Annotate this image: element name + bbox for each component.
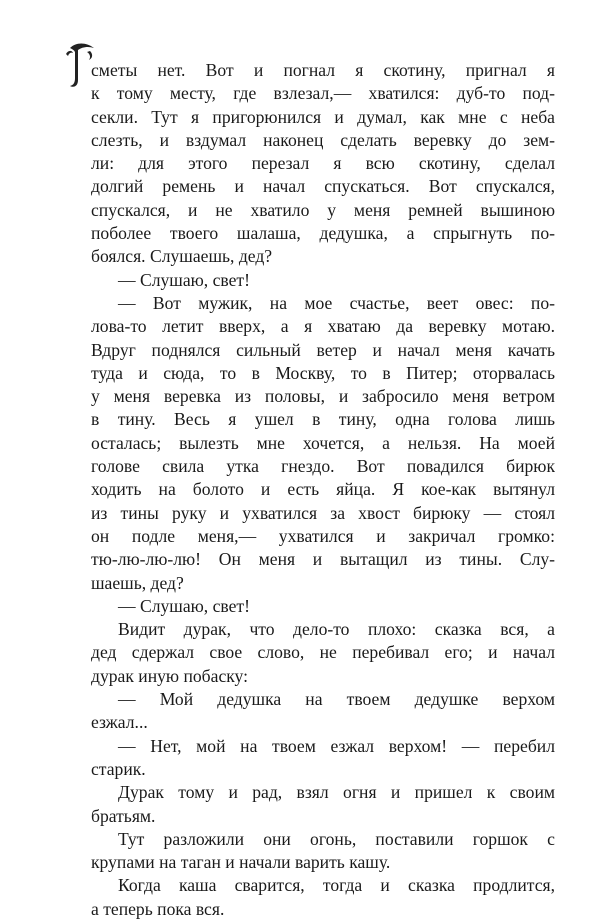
- text-line: поболее твоего шалаша, дедушка, а спрыгнуть по-: [91, 223, 555, 244]
- text-line: — Слушаю, свет!: [118, 595, 250, 616]
- text-line: он подле меня,— ухватился и закричал громко:: [91, 525, 555, 546]
- text-line: осталась; вылезть мне хочется, а нельзя. На моей: [91, 432, 555, 453]
- text-line: Видит дурак, что дело-то плохо: сказка вся, а: [118, 619, 555, 640]
- text-line: к тому месту, где взлезал,— хватился: дуб-то под-: [91, 83, 555, 104]
- text-line: из тины руку и ухватился за хвост бирюку — стоял: [91, 502, 555, 523]
- text-line: братьям.: [91, 805, 156, 826]
- text-line: ходить на болото и есть яйца. Я кое-как вытянул: [91, 479, 555, 500]
- text-line: — Слушаю, свет!: [118, 269, 250, 290]
- text-line: боялся. Слушаешь, дед?: [91, 246, 273, 267]
- text-line: в тину. Весь я ушел в тину, одна голова лишь: [91, 409, 555, 430]
- text-line: дурак иную побаску:: [91, 665, 249, 686]
- text-line: дед сдержал свое слово, не перебивал его; и начал: [91, 642, 555, 663]
- text-line: крупами на таган и начали варить кашу.: [91, 852, 391, 873]
- text-line: спускался, и не хватило у меня ремней вышиною: [91, 199, 555, 220]
- text-line: секли. Тут я пригорюнился и думал, как мне с неба: [91, 106, 555, 127]
- text-line: долгий ремень и начал спускаться. Вот спускался,: [91, 176, 555, 197]
- text-line: тю-лю-лю-лю! Он меня и вытащил из тины. Слу-: [91, 549, 555, 570]
- text-line: туда и сюда, то в Москву, то в Питер; оторвалась: [91, 362, 555, 383]
- text-line: у меня веревка из половы, и забросило меня ветром: [91, 386, 555, 407]
- text-line: Тут разложили они огонь, поставили горшок с: [118, 828, 555, 849]
- text-line: — Вот мужик, на мое счастье, веет овес: по-: [118, 292, 555, 313]
- text-line: езжал...: [91, 712, 148, 733]
- text-line: слезть, и вздумал наконец сделать веревку до зем-: [91, 129, 555, 150]
- story-text: [91, 59, 555, 921]
- text-line: Дурак тому и рад, взял огня и пришел к своим: [118, 782, 555, 803]
- text-line: — Нет, мой на твоем езжал верхом! — перебил: [118, 735, 555, 756]
- text-line: шаешь, дед?: [91, 572, 184, 593]
- text-line: ли: для этого перезал я всю скотину, сделал: [91, 153, 555, 174]
- text-line: сметы нет. Вот и погнал я скотину, пригнал я: [91, 60, 555, 80]
- text-line: а теперь пока вся.: [91, 898, 225, 919]
- text-line: Когда каша сварится, тогда и сказка продлится,: [118, 875, 555, 896]
- text-line: Вдруг поднялся сильный ветер и начал меня качать: [91, 339, 555, 360]
- text-line: лова-то летит вверх, а я хватаю да веревку мотаю.: [91, 316, 555, 337]
- text-line: — Мой дедушка на твоем дедушке верхом: [118, 689, 555, 710]
- text-line: старик.: [91, 758, 146, 779]
- text-line: голове свила утка гнездо. Вот повадился бирюк: [91, 456, 555, 477]
